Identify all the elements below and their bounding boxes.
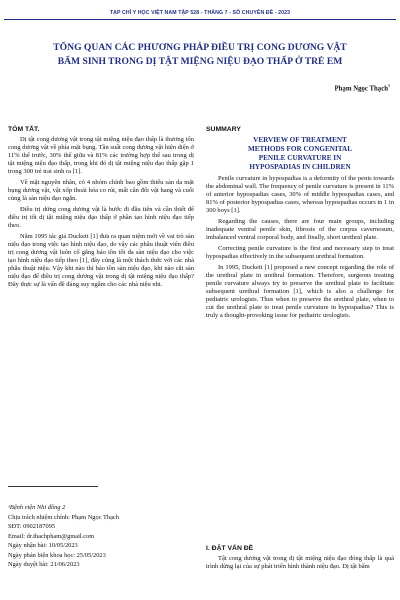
footnote-received-date: Ngày nhận bài: 10/05/2023 (8, 542, 78, 549)
footnotes (8, 503, 194, 570)
footnote-responsible-author: Chịu trách nhiệm chính: Phạm Ngọc Thạch (8, 513, 119, 521)
summary-heading: SUMMARY (206, 126, 241, 133)
author-name: Phạm Ngọc Thạch (334, 85, 388, 93)
abstract-heading: TÓM TẮT. (8, 126, 40, 133)
article-title (10, 41, 390, 68)
summary-paragraph: Correcting penile curvature is the first and necessary step to treat hypospadias effectively in the subsequent urethral formation. (206, 245, 394, 260)
introduction-heading: I. ĐẶT VẤN ĐỀ (206, 545, 254, 552)
running-head: TẠP CHÍ Y HỌC VIỆT NAM TẬP 528 - THÁNG 7 - SỐ CHUYÊN ĐỀ - 2023 (109, 10, 291, 16)
english-title (206, 136, 394, 172)
summary-paragraph: In 1995, Duckett [1] proposed a new concept regarding the role of the urethral plate in urethral formation. Therefore, surgeons treating penile curvature always try to preserve the urethral plate to facilitate subsequent urethral formation [1], which is also a challenge for pediatric urologists. Thus when to preserve the urethral plate, when to cut the urethral plate to treat penile curvature in hypospadias? This is truly a thought-provoking issue for pediatric urologists. (206, 264, 394, 319)
footnote-email: Email: dr.thachpham@gmail.com (8, 532, 95, 540)
footnote-review-date: Ngày phản biện khoa học: 25/05/2023 (8, 551, 106, 559)
header-rule (4, 19, 396, 20)
english-title-line: HYPOSPADIAS IN CHILDREN (249, 163, 351, 171)
footnote-accepted-date: Ngày duyệt bài: 21/06/2023 (8, 561, 80, 568)
article-title-line-1: TỔNG QUAN CÁC PHƯƠNG PHÁP ĐIỀU TRỊ CONG DƯƠNG VẬT (53, 42, 347, 53)
abstract-paragraph: Dị tật cong dương vật trong tật miệng niệu đạo thấp là thương tổn cong dương vật về phía mặt bụng. Tần suất cong dương vật hiện diện ở 11% thể trước, 30% thể giữa và 81% các trường hợp thể sau trong dị tật miệng niệu đạo thấp, trong khi đó dị tật miệng niệu đạo thấp gặp 1 trong 300 trẻ trai sinh ra [1]. (8, 136, 194, 175)
footnote-affiliation: ¹Bệnh viện Nhi đồng 2 (8, 504, 66, 511)
abstract-paragraph: Điều trị dứng cong dương vật là bước đi đầu tiên và cần thiết để điều trị tốt dị tật miệng niệu đạo thấp ở phần tạo hình niệu đạo tiếp theo. (8, 206, 194, 229)
english-title-line: METHODS FOR CONGENITAL (247, 145, 353, 153)
introduction-section (206, 545, 394, 574)
summary-paragraph: Regarding the causes, there are four main groups, including inadequate ventral penile skin, fibrosis of the corpus cavernosum, imbalanced ventral corporal body, and finally, short urethral plate. (206, 218, 394, 241)
article-title-line-2: BẨM SINH TRONG DỊ TẬT MIỆNG NIỆU ĐẠO THẤP Ở TRẺ EM (57, 55, 343, 67)
abstract-paragraph: Về mặt nguyên nhân, có 4 nhóm chính bao gồm thiếu sản da mặt bụng dương vật, vật xốp thoái hóa co rút, mất cân đối vật hang và cuối cùng là sàn niệu đạo ngắn. (8, 179, 194, 202)
english-title-line: PENILE CURVATURE IN (258, 154, 342, 162)
footnote-phone: SĐT: 0902187095 (8, 523, 56, 530)
author-affiliation-mark: 1 (388, 83, 390, 88)
author (335, 83, 391, 92)
abstract-english (206, 126, 394, 323)
summary-paragraph: Penile curvature in hypospadias is a deformity of the penis towards the abdominal wall. The frequency of penile curvature is present in 11% of anterior hypospadias cases, 30% of middle hypospadias cases, and 81% of posterior hypospadias cases, whereas hypospadias occurs in 1 in 300 boys [1]. (206, 175, 394, 214)
footnote-rule (8, 486, 98, 487)
introduction-paragraph: Tật cong dương vật trong dị tật miệng niệu đạo đóng thấp là quá trình dừng lại của sự phát triển hình thành niệu đạo. Dị tật bẩm (206, 555, 394, 570)
abstract-paragraph: Năm 1995 tác giả Duckett [1] đưa ra quan niệm mới về vai trò sàn niệu đạo trong việc tạo hình niệu đạo, do vậy các phẫu thuật viên điều trị cong dương vật luôn cố gắng bảo tồn tối đa sàn niệu đạo cho việc tạo hình niệu đạo tiếp theo [1], đây cũng là một thách thức với các nhà phẫu thuật niệu. Vậy khi nào thì bảo tồn sàn niệu đạo, khi nào cắt sàn niệu đạo để điều trị cong dương vật trong dị tật miệng niệu đạo thấp? Đây thực sự là vấn đề đáng suy ngẫm cho các nhà niệu nhi. (8, 233, 194, 288)
english-title-line: VERVIEW OF TREATMENT (253, 136, 347, 144)
abstract-vietnamese (8, 126, 194, 292)
